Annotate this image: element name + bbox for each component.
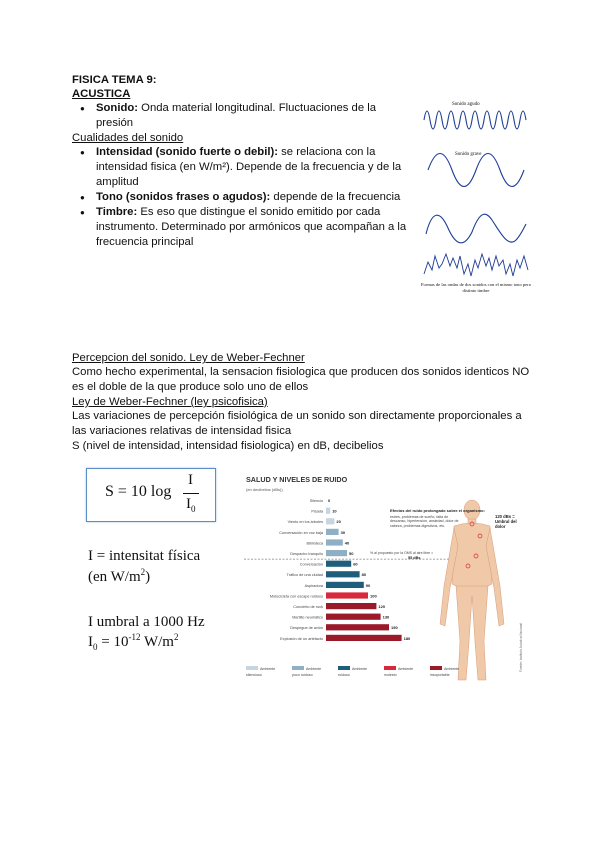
noise-chart [240, 466, 530, 688]
effects-title: Efectos del ruido prolongado sobre el organismo: [390, 508, 485, 513]
term: Tono (sonidos frases o agudos): [96, 191, 271, 203]
bar-value: 120 [378, 604, 386, 609]
term: Timbre: [96, 206, 138, 218]
wave-figure [420, 98, 532, 310]
bar-value: 10 [332, 508, 337, 514]
bar-label: Viento en los árboles [287, 520, 323, 525]
wave-label-agudo: Sonido agudo [452, 102, 480, 107]
wave-timbre-1 [426, 214, 526, 243]
bar-label: Conversación en voz baja [279, 530, 323, 535]
bar-label: Despacho tranquilo [290, 552, 323, 556]
intensitat-line-2 [88, 567, 150, 586]
den-subscript: 0 [191, 504, 196, 514]
wave-diagram [420, 98, 532, 310]
umbral-symbol: I [88, 634, 93, 650]
bar-label: Pisada [311, 509, 323, 514]
bar-label: Despegue de avión [290, 626, 323, 631]
umbral-exponent: -12 [128, 632, 141, 642]
sonido-list [78, 101, 408, 131]
noise-bar [326, 539, 343, 545]
list-item [78, 190, 418, 205]
legend-swatch [292, 666, 304, 670]
ley-heading: Ley de Weber-Fechner (ley psicofisica) [72, 396, 268, 408]
noise-infographic [240, 466, 530, 688]
noise-bar [326, 592, 368, 598]
legend-label-1: Ambiente [260, 667, 276, 671]
noise-chart-title: SALUD Y NIVELES DE RUIDO [246, 475, 348, 484]
bar-value: 40 [344, 540, 350, 546]
noise-bar [326, 550, 347, 556]
bar-value: 60 [353, 561, 358, 567]
bar-label: Motocicleta con escape ruidoso [269, 594, 323, 599]
umbral-line-2 [88, 632, 178, 652]
bar-value: 130 [382, 614, 390, 620]
intensitat-line-1: I = intensitat física [88, 548, 201, 564]
noise-bar [326, 518, 334, 524]
oms-note: % al propuesto por la OMS al aire libre = [370, 551, 434, 555]
definition: Es eso que distingue el sonido emitido por cada instrumento. Determinado por armónicos que acompañan a la frecuencia principal [96, 206, 407, 248]
bar-label: Martillo neumático [292, 615, 323, 620]
noise-bar [326, 614, 381, 620]
noise-bar [326, 582, 364, 588]
term: Sonido: [96, 102, 139, 114]
bar-label: Biblioteca [306, 541, 323, 546]
formula-lhs: S = 10 log [105, 483, 172, 500]
source-credit: Fuente: Instituto Acústica Nacional [519, 623, 523, 672]
list-item [78, 205, 418, 250]
wave-grave [428, 154, 524, 187]
percepcion-heading: Percepcion del sonido. Ley de Weber-Fechner [72, 352, 305, 364]
noise-bar [326, 603, 376, 609]
wave-caption: Formas de las ondas de dos sonidos con el mismo tono pero distinto timbre [420, 282, 532, 293]
list-item [78, 101, 408, 131]
wave-label-grave: Sonido grave [455, 152, 482, 157]
legend-swatch [384, 666, 396, 670]
noise-bar [326, 571, 360, 577]
umbral-subscript: 0 [93, 642, 98, 652]
bar-value: 80 [361, 572, 367, 578]
wave-timbre-2 [424, 254, 528, 276]
formula-numerator: I [188, 472, 193, 488]
umbral-line-1: I umbral a 1000 Hz [88, 614, 205, 630]
pain-threshold: 120 dBs = Umbral del dolor [495, 514, 517, 529]
section-heading-acustica: ACUSTICA [72, 88, 131, 100]
list-item [78, 145, 418, 190]
noise-bar [326, 529, 339, 535]
noise-chart-subtitle: (en decibelios (dBs)) [246, 487, 283, 492]
cualidades-list [78, 145, 418, 250]
bar-label: Concierto de rock [293, 605, 323, 609]
legend-label-1: Ambiente [398, 667, 414, 671]
legend-label-2: molesto [384, 673, 397, 677]
cualidades-heading: Cualidades del sonido [72, 132, 184, 144]
legend-label-2: ruidoso [338, 673, 350, 677]
intensitat-exp: 2 [140, 567, 146, 577]
bar-label: Aspiradora [304, 583, 323, 588]
definition: depende de la frecuencia [270, 191, 401, 203]
intensitat-unit: (en W/m [88, 569, 141, 585]
legend-swatch [430, 666, 442, 670]
bar-value: 180 [403, 635, 411, 641]
bar-value: 20 [336, 519, 341, 525]
umbral-unit-exp: 2 [173, 632, 179, 642]
noise-bar [326, 508, 330, 514]
noise-bar [326, 561, 351, 567]
legend-label-1: Ambiente [444, 667, 460, 671]
legend-label-1: Ambiente [306, 667, 322, 671]
legend-label-2: silencioso [246, 673, 262, 677]
umbral-unit: W/m [140, 634, 174, 650]
formula-box [86, 468, 216, 522]
ley-paragraph: Las variaciones de percepción fisiológica de un sonido son directamente proporcionales a las variaciones relativas de intensidad fisica [72, 410, 522, 437]
legend-label-2: insoportable [430, 673, 450, 677]
legend-label-2: poco ruidoso [292, 673, 313, 677]
bar-value: 30 [340, 529, 346, 535]
bar-value: 90 [365, 582, 371, 588]
pain-threshold-box [495, 514, 527, 544]
effects-text: estrés, problemas de sueño, falta de descanso, hipertensión, ansiedad, dolor de cabeza, problemas digestivos, etc. [390, 515, 459, 528]
definition: se relaciona con la intensidad fisica (en W/m²). Depende de la frecuencia y de la amplitud [96, 146, 402, 188]
noise-bar [326, 635, 402, 641]
legend-swatch [338, 666, 350, 670]
bar-value: 100 [370, 593, 377, 599]
s-definition: S (nivel de intensidad, intensidad fisiologica) en dB, decibelios [72, 440, 384, 452]
wave-agudo [424, 111, 526, 129]
den-symbol: I [186, 496, 191, 512]
bar-label: Conversación [299, 562, 323, 567]
definition: Onda material longitudinal. Fluctuaciones de la presión [96, 102, 377, 129]
bar-label: Tráfico de una ciudad [286, 573, 323, 578]
term: Intensidad (sonido fuerte o debil): [96, 146, 279, 158]
intensitat-close: ) [145, 569, 151, 585]
noise-bar [326, 624, 389, 630]
bar-value: 150 [391, 625, 398, 631]
fraction-bar [183, 493, 199, 494]
legend-swatch [246, 666, 258, 670]
body-figure-part [456, 586, 488, 680]
bar-value: 0 [328, 498, 331, 503]
percepcion-paragraph: Como hecho experimental, la sensacion fisiologica que producen dos sonidos identicos NO es el doble de la que produce solo uno de ellos [72, 366, 530, 393]
umbral-equals: = 10 [97, 634, 129, 650]
formula-denominator [186, 496, 196, 514]
doc-title: FISICA TEMA 9: [72, 74, 157, 86]
effects-text-box [390, 515, 460, 545]
bar-label: Explosión de un artefacto [280, 636, 323, 641]
legend-label-1: Ambiente [352, 667, 368, 671]
bar-value: 50 [349, 551, 354, 556]
bar-label: Silencio [309, 499, 323, 503]
oms-value: 55 dBs [408, 556, 421, 560]
